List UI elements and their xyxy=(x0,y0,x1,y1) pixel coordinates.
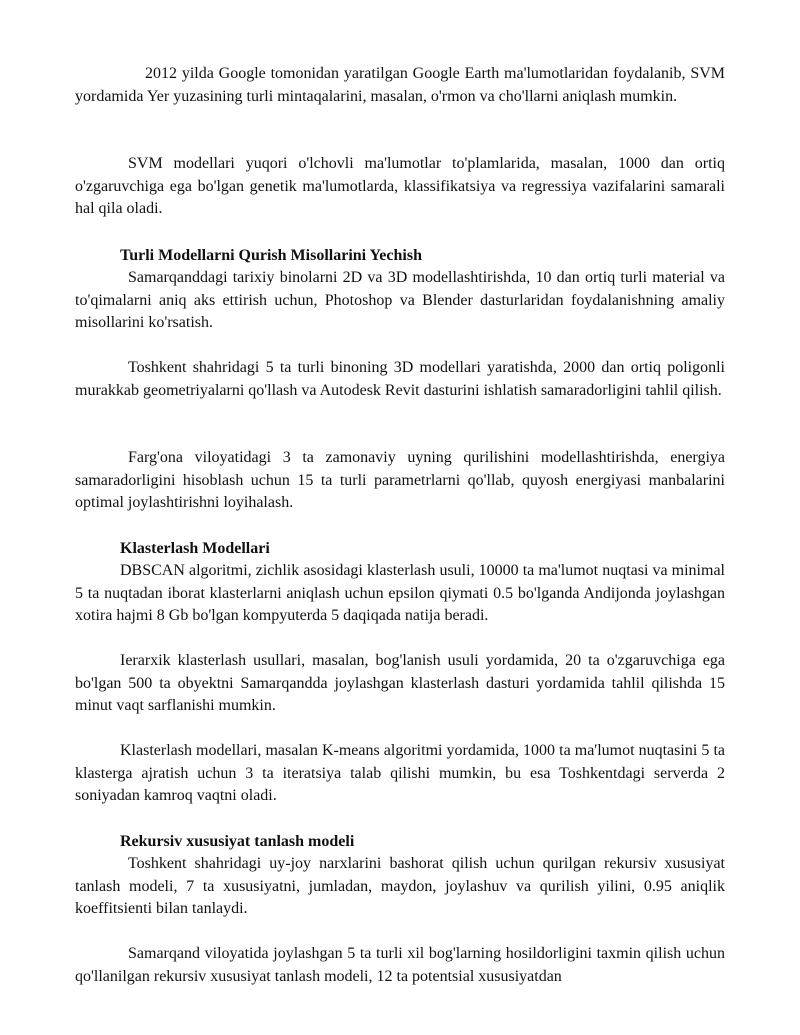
heading-model-examples: Turli Modellarni Qurish Misollarini Yechish xyxy=(120,247,422,264)
paragraph-google-earth-svm: 2012 yilda Google tomonidan yaratilgan Google Earth ma'lumotlaridan foydalanib, SVM yordamida Yer yuzasining turli mintaqalarini, masalan, o'rmon va cho'llarni aniqlash mumkin. xyxy=(75,65,725,105)
paragraph-dbscan: DBSCAN algoritmi, zichlik asosidagi klasterlash usuli, 10000 ta ma'lumot nuqtasi va minimal 5 ta nuqtadan iborat klasterlarni aniqlash uchun epsilon qiymati 0.5 bo'lganda Andijonda joylashgan xotira hajmi 8 Gb bo'lgan kompyuterda 5 daqiqada natija beradi. xyxy=(75,562,725,625)
paragraph-samarqand-modeling: Samarqanddagi tarixiy binolarni 2D va 3D modellashtirishda, 10 dan ortiq turli material va to'qimalarni aniq aks ettirish uchun, Photoshop va Blender dasturlaridan foydalanishning amaliy misollarini ko'rsatish. xyxy=(75,269,725,332)
paragraph-toshkent-housing: Toshkent shahridagi uy-joy narxlarini bashorat qilish uchun qurilgan rekursiv xususiyat tanlash modeli, 7 ta xususiyatni, jumladan, maydon, joylashuv va qurilish yilini, 0.95 aniqlik koeffitsienti bilan tanlaydi. xyxy=(75,855,725,918)
paragraph-fargona-energy: Farg'ona viloyatidagi 3 ta zamonaviy uyning qurilishini modellashtirishda, energiya samaradorligini hisoblash uchun 15 ta turli parametrlarni qo'llab, quyosh energiyasi manbalarini optimal joylashtirishni loyihalash. xyxy=(75,449,725,512)
heading-recursive-feature-selection: Rekursiv xususiyat tanlash modeli xyxy=(120,833,355,850)
paragraph-samarqand-gardens: Samarqand viloyatida joylashgan 5 ta turli xil bog'larning hosildorligini taxmin qilish uchun qo'llanilgan rekursiv xususiyat tanlash modeli, 12 ta potentsial xususiyatdan xyxy=(75,945,725,985)
paragraph-svm-high-dimensional: SVM modellari yuqori o'lchovli ma'lumotlar to'plamlarida, masalan, 1000 dan ortiq o'zgaruvchiga ega bo'lgan genetik ma'lumotlarda, klassifikatsiya va regressiya vazifalarini samarali hal qila oladi. xyxy=(75,155,725,218)
heading-clustering-models: Klasterlash Modellari xyxy=(120,540,270,557)
paragraph-hierarchical-clustering: Ierarxik klasterlash usullari, masalan, bog'lanish usuli yordamida, 20 ta o'zgaruvchiga ega bo'lgan 500 ta obyektni Samarqandda joylashgan klasterlash dasturi yordamida tahlil qilishda 15 minut vaqt sarflanishi mumkin. xyxy=(75,652,725,715)
paragraph-kmeans: Klasterlash modellari, masalan K-means algoritmi yordamida, 1000 ta ma'lumot nuqtasini 5 ta klasterga ajratish uchun 3 ta iteratsiya talab qilishi mumkin, bu esa Toshkentdagi serverda 2 soniyadan kamroq vaqtni oladi. xyxy=(75,742,725,805)
paragraph-toshkent-3d-models: Toshkent shahridagi 5 ta turli binoning 3D modellari yaratishda, 2000 dan ortiq poligonli murakkab geometriyalarni qo'llash va Autodesk Revit dasturini ishlatish samaradorligini tahlil qilish. xyxy=(75,359,725,399)
